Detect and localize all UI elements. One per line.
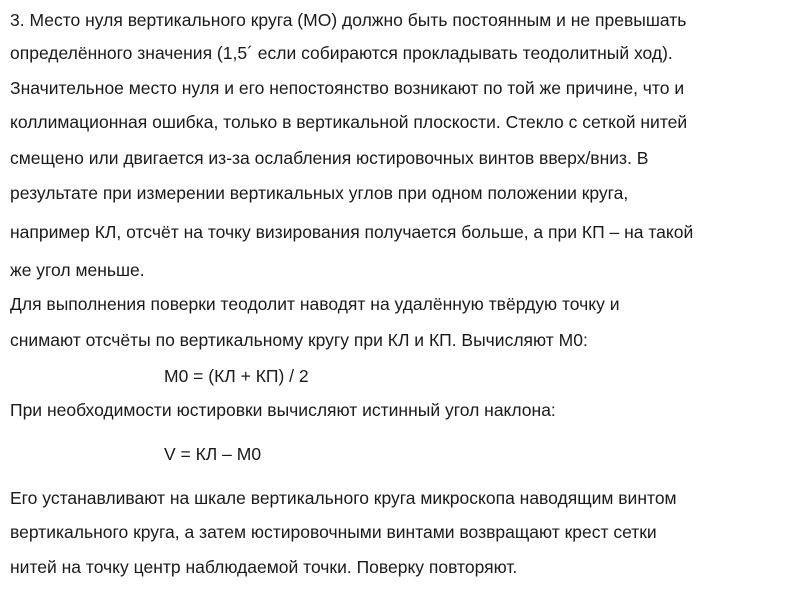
- text-line-4: коллимационная ошибка, только в вертикальной плоскости. Стекло с сеткой нитей: [10, 112, 688, 132]
- text-line-2: определённого значения (1,5´ если собираются прокладывать теодолитный ход).: [10, 43, 673, 63]
- text-line-6: результате при измерении вертикальных углов при одном положении круга,: [10, 183, 629, 203]
- text-line-11: При необходимости юстировки вычисляют истинный угол наклона:: [10, 400, 556, 420]
- text-line-5: смещено или двигается из-за ослабления юстировочных винтов вверх/вниз. В: [10, 148, 649, 168]
- formula-m0: М0 = (КЛ + КП) / 2: [164, 366, 309, 386]
- text-line-1: 3. Место нуля вертикального круга (МО) должно быть постоянным и не превышать: [10, 10, 687, 30]
- formula-v: V = КЛ – М0: [164, 444, 262, 464]
- text-line-14: нитей на точку центр наблюдаемой точки. Поверку повторяют.: [10, 557, 518, 577]
- text-line-8: же угол меньше.: [10, 260, 145, 280]
- text-line-9: Для выполнения поверки теодолит наводят на удалённую твёрдую точку и: [10, 294, 620, 314]
- text-line-12: Его устанавливают на шкале вертикального круга микроскопа наводящим винтом: [10, 488, 677, 508]
- text-line-3: Значительное место нуля и его непостоянство возникают по той же причине, что и: [10, 78, 685, 98]
- text-line-7: например КЛ, отсчёт на точку визирования получается больше, а при КП – на такой: [10, 222, 694, 242]
- text-line-13: вертикального круга, а затем юстировочными винтами возвращают крест сетки: [10, 522, 657, 542]
- text-line-10: снимают отсчёты по вертикальному кругу при КЛ и КП. Вычисляют М0:: [10, 330, 588, 350]
